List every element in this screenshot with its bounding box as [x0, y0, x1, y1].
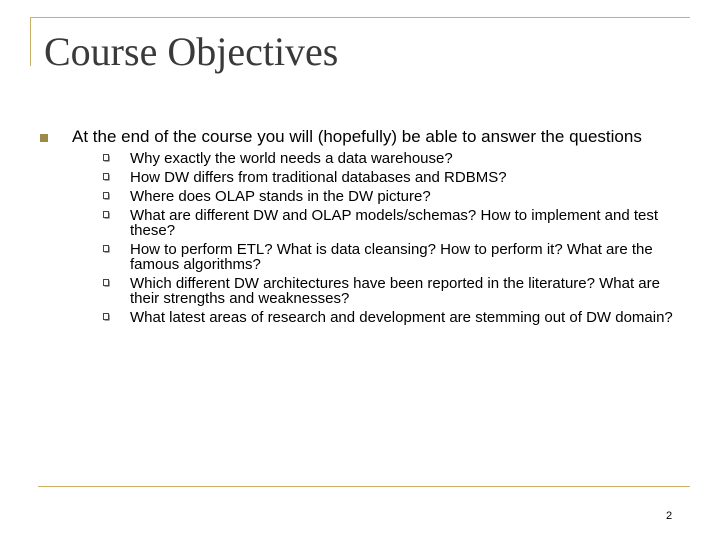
- main-bullet-text: At the end of the course you will (hopefully) be able to answer the questions: [72, 127, 642, 146]
- top-horizontal-rule: [30, 17, 690, 18]
- sub-bullet-text: What latest areas of research and development are stemming out of DW domain?: [130, 309, 673, 326]
- sub-bullet-item: [72, 242, 680, 272]
- objectives-sublist: [72, 151, 680, 325]
- sub-bullet-item: [72, 208, 680, 238]
- checkbox-bullet-icon: [103, 173, 110, 181]
- square-bullet-icon: [40, 134, 48, 142]
- checkbox-bullet-icon: [103, 279, 110, 287]
- sub-bullet-text: How to perform ETL? What is data cleansing? How to perform it? What are the famous algorithms?: [130, 241, 653, 273]
- bottom-rule: [38, 486, 690, 487]
- sub-bullet-item: [72, 189, 680, 204]
- page-number: 2: [666, 510, 673, 522]
- checkbox-bullet-icon: [103, 313, 110, 321]
- checkbox-bullet-icon: [103, 192, 110, 200]
- sub-bullet-text: Where does OLAP stands in the DW picture?: [130, 188, 431, 205]
- sub-bullet-item: [72, 276, 680, 306]
- main-bullet-item: [40, 128, 680, 325]
- sub-bullet-item: [72, 151, 680, 166]
- sub-bullet-item: [72, 170, 680, 185]
- sub-bullet-text: How DW differs from traditional databases and RDBMS?: [130, 169, 507, 186]
- sub-bullet-item: [72, 310, 680, 325]
- sub-bullet-text: What are different DW and OLAP models/schemas? How to implement and test these?: [130, 207, 659, 239]
- checkbox-bullet-icon: [103, 154, 110, 162]
- checkbox-bullet-icon: [103, 211, 110, 219]
- sub-bullet-text: Which different DW architectures have been reported in the literature? What are their strengths and weaknesses?: [130, 275, 660, 307]
- top-vertical-rule: [30, 17, 31, 66]
- checkbox-bullet-icon: [103, 245, 110, 253]
- slide-content: [40, 128, 680, 329]
- slide-title: Course Objectives: [44, 29, 339, 74]
- sub-bullet-text: Why exactly the world needs a data warehouse?: [130, 150, 453, 167]
